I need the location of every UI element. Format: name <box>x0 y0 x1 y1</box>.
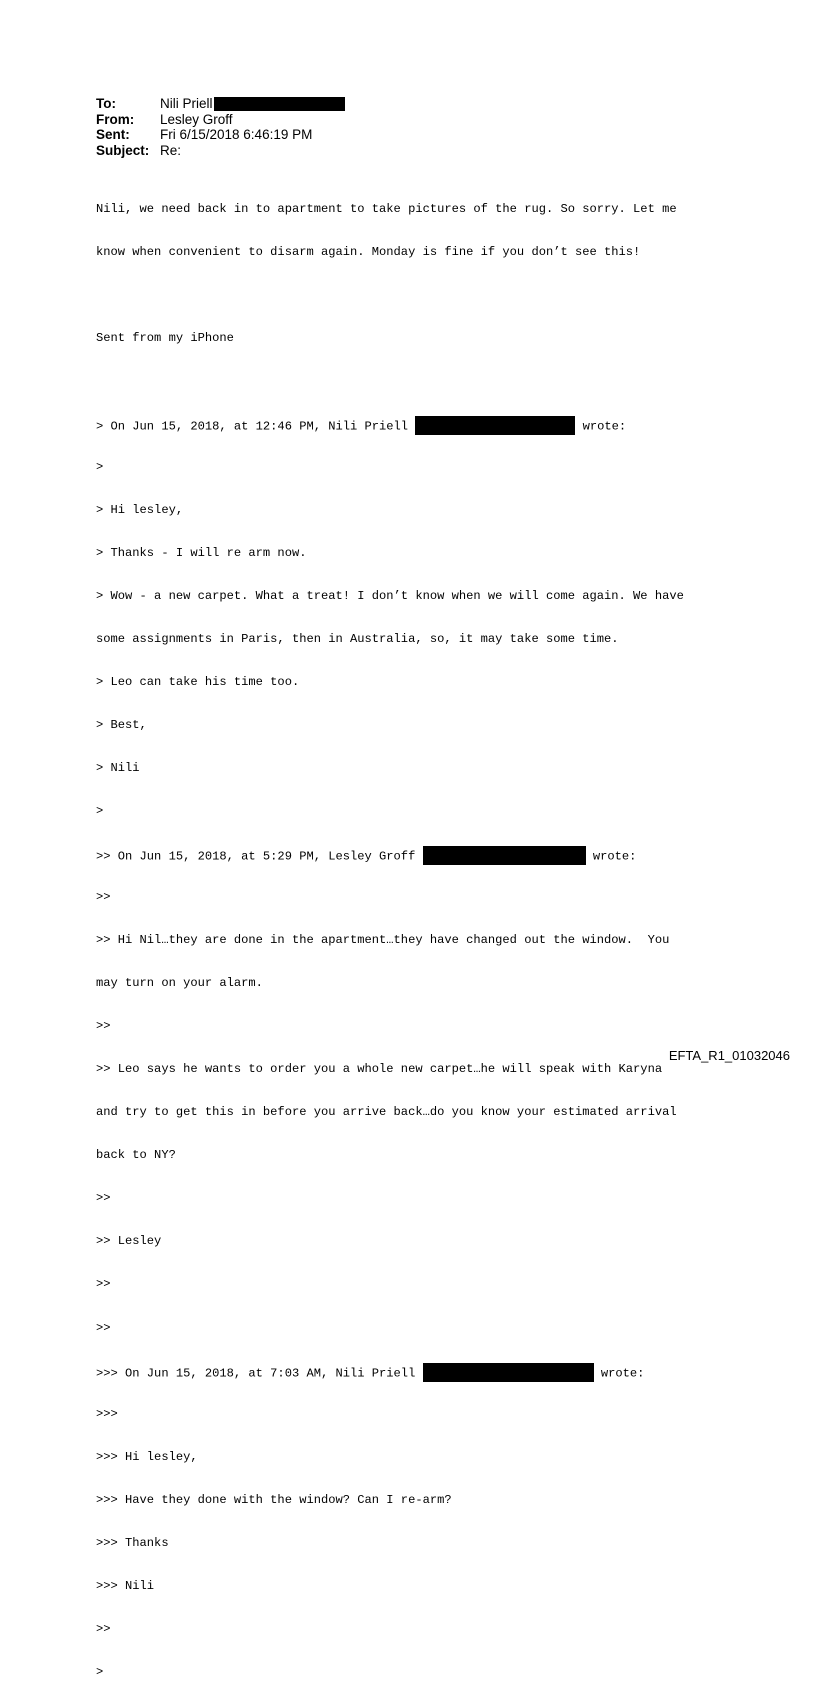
body-line: > Best, <box>96 718 147 733</box>
to-label: To: <box>96 96 116 111</box>
body-line: >> <box>96 890 111 905</box>
body-line: >> Lesley <box>96 1234 162 1249</box>
body-line <box>96 374 776 388</box>
email-body <box>96 173 776 1693</box>
body-line: >> <box>96 1320 111 1335</box>
sent-label: Sent: <box>96 127 130 142</box>
sent-value: Fri 6/15/2018 6:46:19 PM <box>160 127 313 142</box>
quoted-header-text: >> On Jun 15, 2018, at 5:29 PM, Lesley Groff <box>96 849 423 864</box>
redaction-box <box>423 846 586 865</box>
body-line: may turn on your alarm. <box>96 976 263 991</box>
quoted-header-line <box>96 417 776 434</box>
body-line: >> <box>96 1019 111 1034</box>
body-line: Nili, we need back in to apartment to take pictures of the rug. So sorry. Let me <box>96 201 677 216</box>
to-name: Nili Priell <box>160 96 213 111</box>
from-label: From: <box>96 111 135 127</box>
body-line: >> <box>96 1621 111 1636</box>
subject-value: Re: <box>160 142 182 158</box>
from-value: Lesley Groff <box>160 111 233 127</box>
body-line: >> <box>96 1191 111 1206</box>
body-line: > Wow - a new carpet. What a treat! I don’t know when we will come again. We have <box>96 588 684 603</box>
header-sent-row <box>96 127 345 143</box>
body-line: some assignments in Paris, then in Australia, so, it may take some time. <box>96 632 619 646</box>
body-line: > <box>96 1664 104 1679</box>
body-line: >>> Thanks <box>96 1535 169 1550</box>
body-line: >>> Hi lesley, <box>96 1449 198 1464</box>
body-line: Sent from my iPhone <box>96 330 234 345</box>
to-value <box>160 96 345 112</box>
body-line: back to NY? <box>96 1148 176 1163</box>
body-line: >>> <box>96 1406 118 1421</box>
email-header <box>96 96 345 158</box>
quoted-header-line <box>96 1364 776 1381</box>
body-line: > <box>96 804 104 819</box>
body-line: > Leo can take his time too. <box>96 675 300 690</box>
subject-label: Subject: <box>96 142 150 158</box>
header-from-row <box>96 112 345 128</box>
body-line: know when convenient to disarm again. Monday is fine if you don’t see this! <box>96 244 641 259</box>
body-line: > Thanks - I will re arm now. <box>96 545 307 560</box>
redaction-box <box>423 1363 594 1382</box>
body-line: >> Leo says he wants to order you a whole new carpet…he will speak with Karyna <box>96 1062 663 1077</box>
body-line <box>96 288 776 302</box>
header-to-row <box>96 96 345 112</box>
quoted-header-text: >>> On Jun 15, 2018, at 7:03 AM, Nili Priell <box>96 1366 423 1381</box>
body-line: >> <box>96 1277 111 1292</box>
header-subject-row <box>96 143 345 159</box>
quoted-header-wrote: wrote: <box>593 1366 645 1381</box>
body-line: and try to get this in before you arrive back…do you know your estimated arrival <box>96 1105 677 1120</box>
body-line: > Hi lesley, <box>96 502 184 517</box>
bates-number: EFTA_R1_01032046 <box>668 1048 790 1063</box>
body-line: >>> Have they done with the window? Can I re-arm? <box>96 1492 452 1507</box>
quoted-header-wrote: wrote: <box>575 419 627 434</box>
body-line: >> Hi Nil…they are done in the apartment…they have changed out the window. You <box>96 933 670 948</box>
quoted-header-line <box>96 847 776 864</box>
redaction-box <box>415 416 575 435</box>
body-line: > <box>96 459 104 474</box>
body-line: > Nili <box>96 761 140 776</box>
quoted-header-text: > On Jun 15, 2018, at 12:46 PM, Nili Priell <box>96 419 416 434</box>
quoted-header-wrote: wrote: <box>585 849 637 864</box>
redaction-box <box>214 97 345 111</box>
body-line: >>> Nili <box>96 1578 155 1593</box>
